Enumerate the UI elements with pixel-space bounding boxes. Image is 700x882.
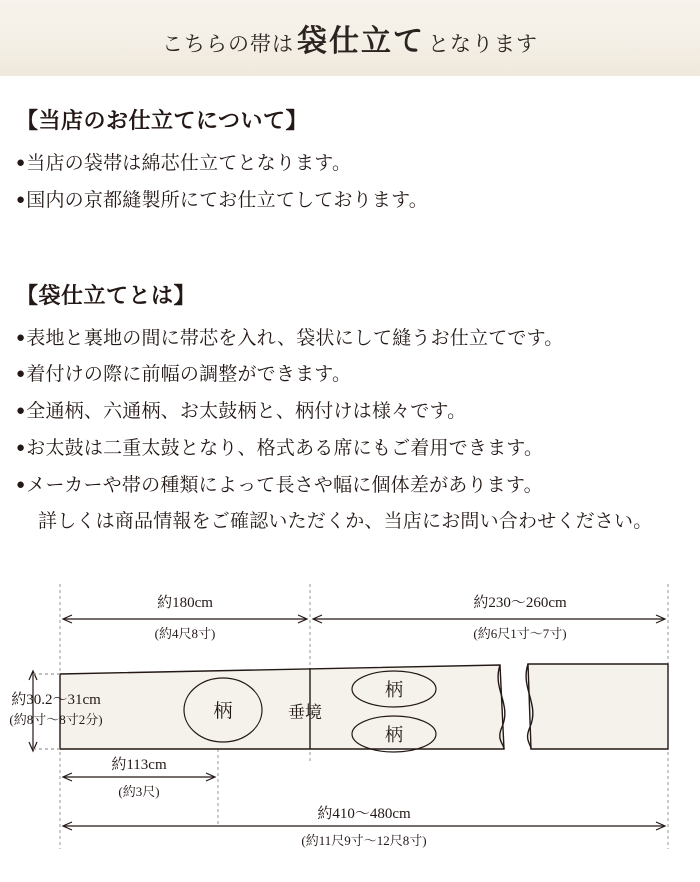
- dimension-label-top-left-main: 約180cm: [157, 595, 213, 612]
- dimension-label-bottom-total-sub: (約11尺9寸〜12尺8寸): [301, 833, 427, 849]
- bullet-text: お太鼓は二重太鼓となり、格式ある席にもご着用できます。: [26, 437, 544, 459]
- dimension-bottom-left: [63, 773, 215, 781]
- pattern-oval-bottom-label: 柄: [385, 725, 403, 746]
- dimension-label-left-main: 約30.2〜31cm: [11, 692, 101, 709]
- bullet-text: 全通柄、六通柄、お太鼓柄と、柄付けは様々です。: [26, 401, 467, 423]
- dimension-label-bottom-left-main: 約113cm: [111, 757, 167, 774]
- bullet-text: 表地と裏地の間に帯芯を入れ、袋状にして縫うお仕立てです。: [26, 327, 564, 349]
- page-title: [162, 16, 538, 60]
- boundary-label: 垂境: [288, 703, 322, 723]
- pattern-circle-label: 柄: [213, 701, 233, 723]
- obi-band-left: [60, 665, 504, 749]
- dimension-label-top-right-main: 約230〜260cm: [473, 595, 567, 612]
- dimension-label-bottom-left-sub: (約3尺): [118, 784, 160, 800]
- bullet-text: 着付けの際に前幅の調整ができます。: [26, 364, 352, 386]
- dimension-left-height: [29, 671, 60, 751]
- dimension-bottom-total: [63, 822, 665, 830]
- header-emphasis: 袋仕立て: [297, 25, 425, 58]
- bullet-item: [16, 397, 684, 428]
- bullet-text: 当店の袋帯は綿芯仕立てとなります。: [26, 153, 352, 174]
- bullet-item: [16, 434, 684, 465]
- section-heading-about-tailoring: 【当店のお仕立てについて】: [16, 108, 309, 133]
- header-banner: [0, 0, 700, 76]
- bullet-dot-icon: ●: [16, 366, 26, 383]
- footer-space: [0, 864, 700, 882]
- bullet-dot-icon: ●: [16, 476, 26, 493]
- bullet-text: 国内の京都縫製所にてお仕立てしております。: [26, 189, 428, 211]
- header-suffix: となります: [428, 32, 538, 56]
- bullet-dot-icon: ●: [16, 155, 26, 171]
- dimension-top-right: [313, 615, 665, 623]
- bullet-dot-icon: ●: [16, 439, 26, 456]
- content-area: [0, 76, 700, 538]
- bullet-item: [16, 471, 684, 502]
- pattern-oval-top-label: 柄: [385, 680, 403, 701]
- bullet-subnote: 詳しくは商品情報をご確認いただくか、当店にお問い合わせください。: [38, 511, 653, 533]
- dimension-label-left-sub: (約8寸〜8寸2分): [9, 712, 103, 728]
- section-heading-what-is-fukuro: 【袋仕立てとは】: [16, 282, 197, 308]
- header-prefix: こちらの帯は: [162, 32, 294, 56]
- bullet-item: [16, 149, 684, 180]
- bullet-dot-icon: ●: [16, 403, 26, 420]
- diagram-svg: [0, 564, 700, 864]
- bullet-dot-icon: ●: [16, 329, 26, 346]
- bullet-item: [16, 324, 684, 355]
- bullet-item: [16, 360, 684, 391]
- bullet-item: [16, 186, 684, 217]
- dimension-label-bottom-total-main: 約410〜480cm: [317, 806, 411, 823]
- bullet-dot-icon: ●: [16, 191, 26, 208]
- obi-dimension-diagram: [0, 564, 700, 864]
- dimension-top-left: [63, 615, 307, 623]
- dimension-label-top-right-sub: (約6尺1寸〜7寸): [473, 626, 567, 642]
- obi-band-right: [528, 664, 668, 749]
- dimension-label-top-left-sub: (約4尺8寸): [154, 626, 216, 642]
- bullet-text: メーカーや帯の種類によって長さや幅に個体差があります。: [26, 474, 543, 496]
